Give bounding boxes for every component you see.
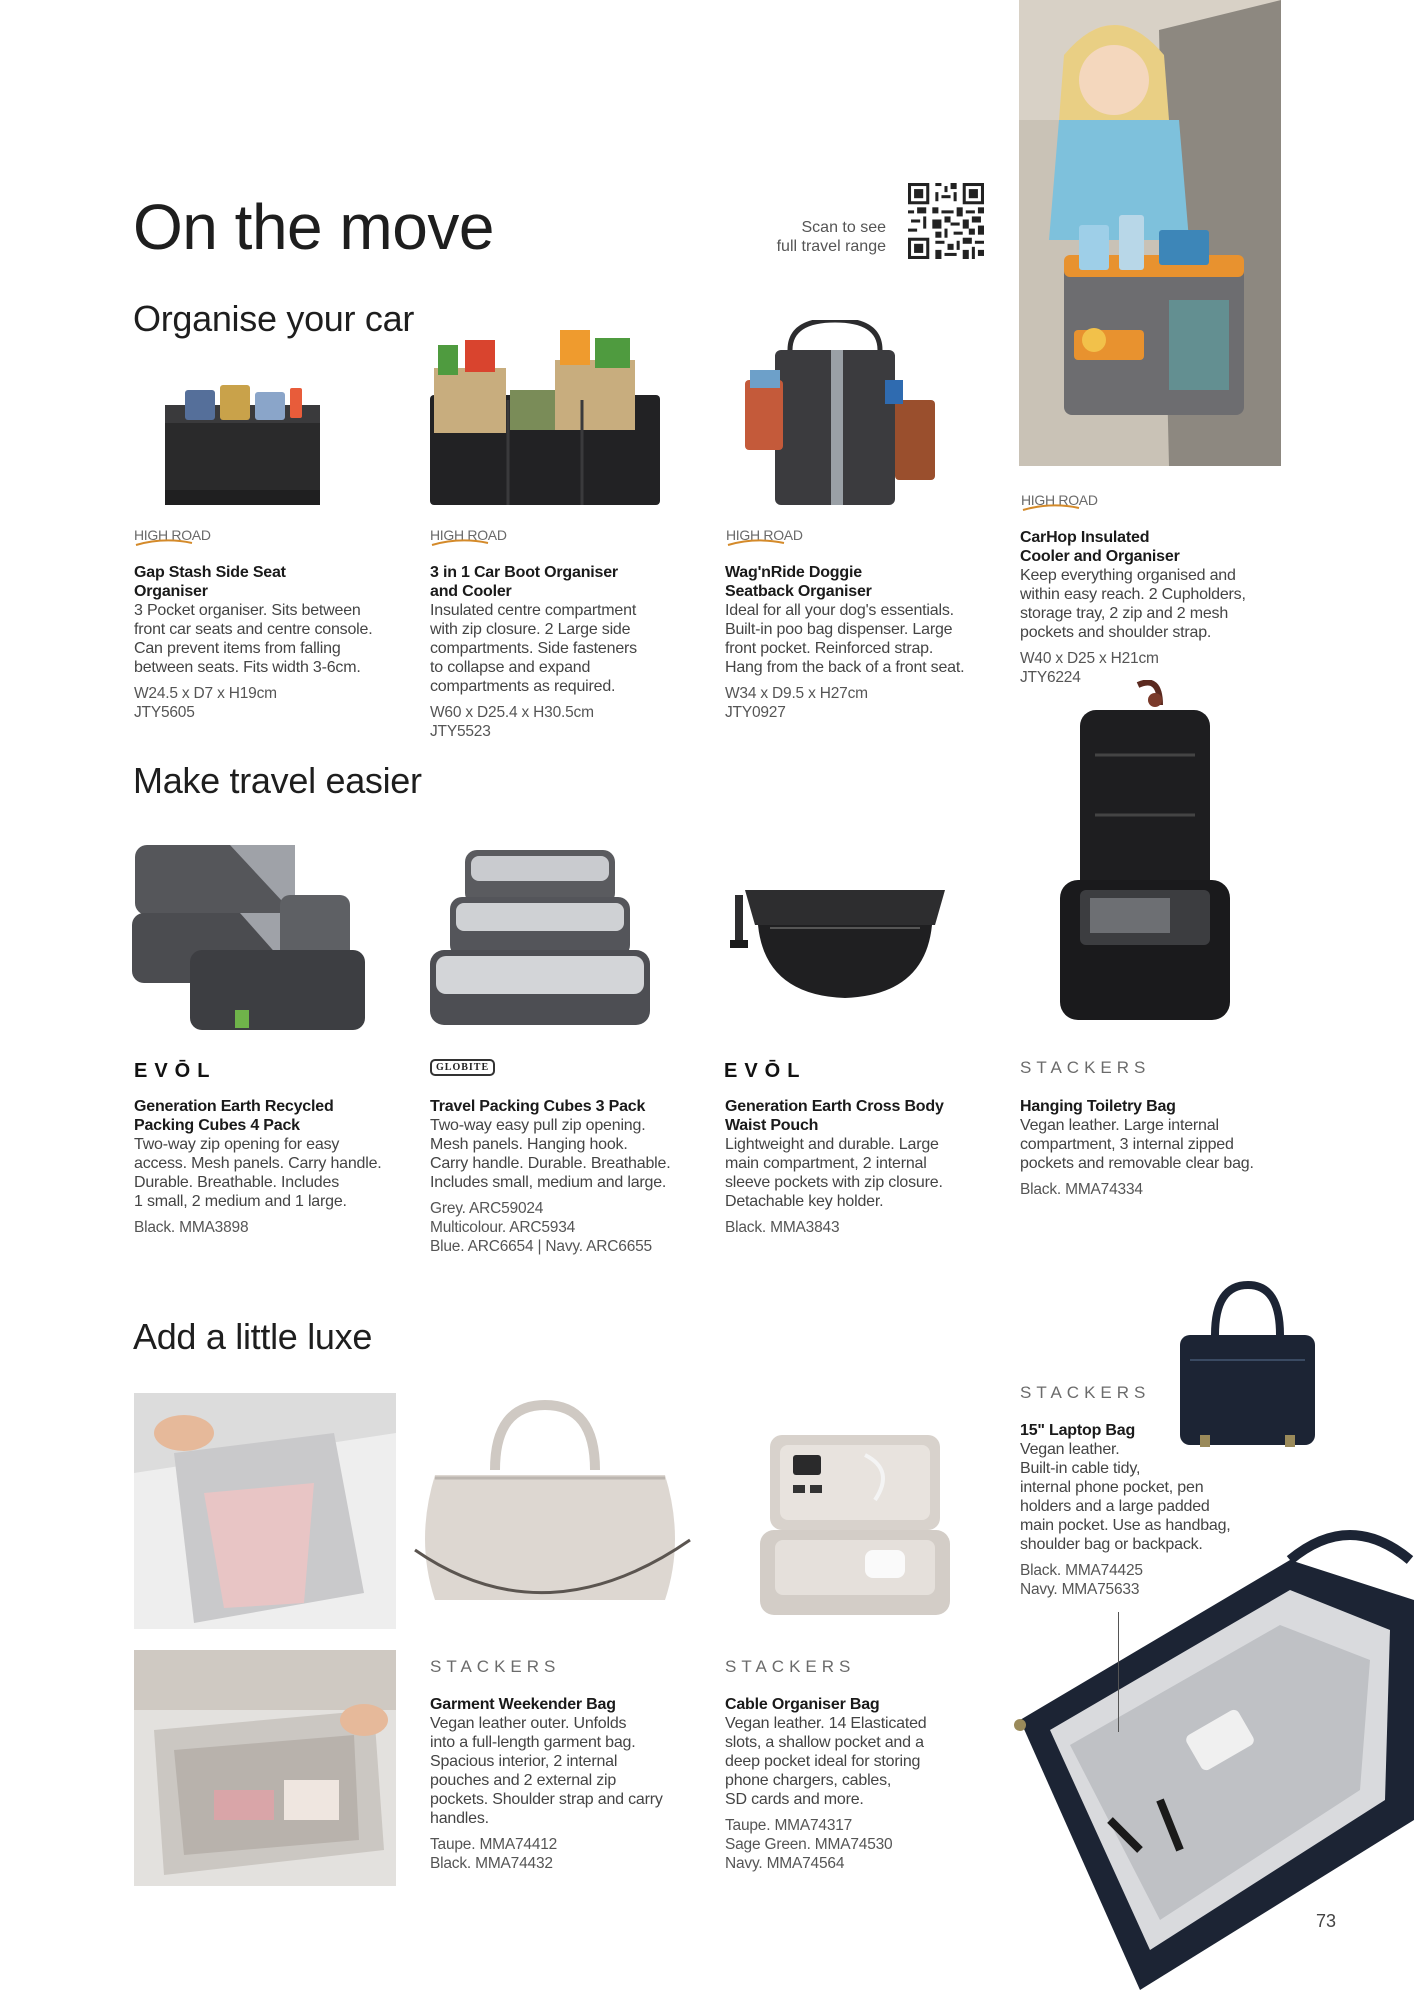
product-description: Vegan leather. Large internal compartment, 3 internal zipped pockets and removable clear bag. [1020,1117,1254,1172]
product-title: Travel Packing Cubes 3 Pack [430,1098,646,1115]
product-packing-cubes-4 [134,1097,404,1237]
brand-stackers-3: STACKERS [430,1657,561,1676]
product-codes: Black. MMA74334 [1020,1181,1143,1198]
brand-highroad-label: HIGH ROAD [430,527,507,543]
product-codes: Black. MMA3843 [725,1219,840,1236]
brand-highroad-label: HIGH ROAD [726,527,803,543]
product-description: Keep everything organised and within easy reach. 2 Cupholders, storage tray, 2 zip and 2 mesh pockets and shoulder strap. [1020,567,1246,641]
product-codes: W34 x D9.5 x H27cm JTY0927 [725,685,868,721]
product-title: Garment Weekender Bag [430,1696,616,1713]
laptop-bag-large-image [990,1520,1414,2000]
page-number: 73 [1316,1911,1337,1931]
wagnride-image [735,320,945,510]
brand-highroad-4 [1021,492,1098,512]
product-codes: W40 x D25 x H21cm JTY6224 [1020,650,1159,686]
brand-highroad-label: HIGH ROAD [134,527,211,543]
product-packing-cubes-3 [430,1097,700,1256]
brand-highroad-label: HIGH ROAD [1021,492,1098,508]
page-title: On the move [133,191,494,263]
product-title: CarHop Insulated Cooler and Organiser [1020,529,1180,565]
product-title: 3 in 1 Car Boot Organiser and Cooler [430,564,618,600]
product-description: Vegan leather outer. Unfolds into a full-length garment bag. Spacious interior, 2 internal pouches and 2 external zip pockets. Shoulder strap and carry handles. [430,1715,663,1827]
cable-organiser-image [755,1430,955,1620]
weekender-bag-image [405,1400,695,1620]
brand-globite [430,1057,495,1075]
product-waist-pouch [725,1097,995,1237]
product-wagnride [725,563,1005,722]
product-title: Generation Earth Recycled Packing Cubes 4 Pack [134,1098,334,1134]
product-title: Cable Organiser Bag [725,1696,880,1713]
weekender-photo-1 [134,1393,396,1629]
weekender-photo-2 [134,1650,396,1886]
product-carhop [1020,528,1290,687]
carhop-photo [1019,0,1281,466]
toiletry-bag-image [1050,680,1240,1035]
product-description: Insulated centre compartment with zip closure. 2 Large side compartments. Side fasteners to collapse and expand compartments as required. [430,602,637,695]
product-codes: Taupe. MMA74317 Sage Green. MMA74530 Navy. MMA74564 [725,1817,893,1872]
brand-highroad-3 [726,527,803,547]
product-codes: Black. MMA74425 Navy. MMA75633 [1020,1562,1143,1598]
product-description: Vegan leather. 14 Elasticated slots, a shallow pocket and a deep pocket ideal for storing phone chargers, cables, SD cards and more. [725,1715,927,1808]
scan-caption [740,218,886,256]
boot-organiser-image [420,320,670,510]
product-codes: Black. MMA3898 [134,1219,249,1236]
product-description: Vegan leather. Built-in cable tidy, internal phone pocket, pen holders and a large padded main pocket. Use as handbag, shoulder bag or backpack. [1020,1441,1231,1553]
product-codes: Grey. ARC59024 Multicolour. ARC5934 Blue. ARC6654 | Navy. ARC6655 [430,1200,652,1255]
section-heading-car: Organise your car [133,298,415,339]
product-title: Generation Earth Cross Body Waist Pouch [725,1098,944,1134]
brand-highroad-1 [134,527,211,547]
brand-evol-2: EVŌL [724,1060,807,1082]
product-description: Two-way easy pull zip opening. Mesh panels. Hanging hook. Carry handle. Durable. Breathable. Includes small, medium and large. [430,1117,671,1191]
product-description: Ideal for all your dog's essentials. Built-in poo bag dispenser. Large front pocket. Reinforced strap. Hang from the back of a front seat. [725,602,965,676]
product-description: Two-way zip opening for easy access. Mesh panels. Carry handle. Durable. Breathable. Includes 1 small, 2 medium and 1 large. [134,1136,382,1210]
product-codes: W60 x D25.4 x H30.5cm JTY5523 [430,704,594,740]
brand-globite-label: GLOBITE [430,1059,495,1076]
product-cable-organiser [725,1695,995,1873]
waist-pouch-image [730,880,960,1010]
callout-line [1118,1612,1119,1732]
product-description: Lightweight and durable. Large main compartment, 2 internal sleeve pockets with zip closure. Detachable key holder. [725,1136,943,1210]
section-heading-luxe: Add a little luxe [133,1316,373,1357]
product-boot-organiser [430,563,700,741]
brand-stackers-1: STACKERS [1020,1058,1151,1077]
scan-line-1: Scan to see [801,219,886,236]
section-heading-travel: Make travel easier [133,760,422,801]
packing-cubes-4-image [130,835,370,1035]
product-title: Hanging Toiletry Bag [1020,1098,1176,1115]
product-title: Wag'nRide Doggie Seatback Organiser [725,564,872,600]
scan-line-2: full travel range [776,238,886,255]
product-title: Gap Stash Side Seat Organiser [134,564,286,600]
brand-evol-1: EVŌL [134,1060,217,1082]
gap-stash-image [155,370,325,510]
brand-stackers-4: STACKERS [725,1657,856,1676]
product-codes: Taupe. MMA74412 Black. MMA74432 [430,1836,558,1872]
product-title: 15" Laptop Bag [1020,1422,1136,1439]
qr-code[interactable] [908,183,984,259]
product-gap-stash [134,563,404,722]
brand-stackers-2: STACKERS [1020,1383,1151,1402]
laptop-bag-small-image [1170,1280,1325,1460]
brand-highroad-2 [430,527,507,547]
product-codes: W24.5 x D7 x H19cm JTY5605 [134,685,277,721]
product-weekender [430,1695,700,1873]
packing-cubes-3-image [425,845,655,1035]
product-toiletry [1020,1097,1290,1199]
product-description: 3 Pocket organiser. Sits between front car seats and centre console. Can prevent items from falling between seats. Fits width 3-6cm. [134,602,373,676]
